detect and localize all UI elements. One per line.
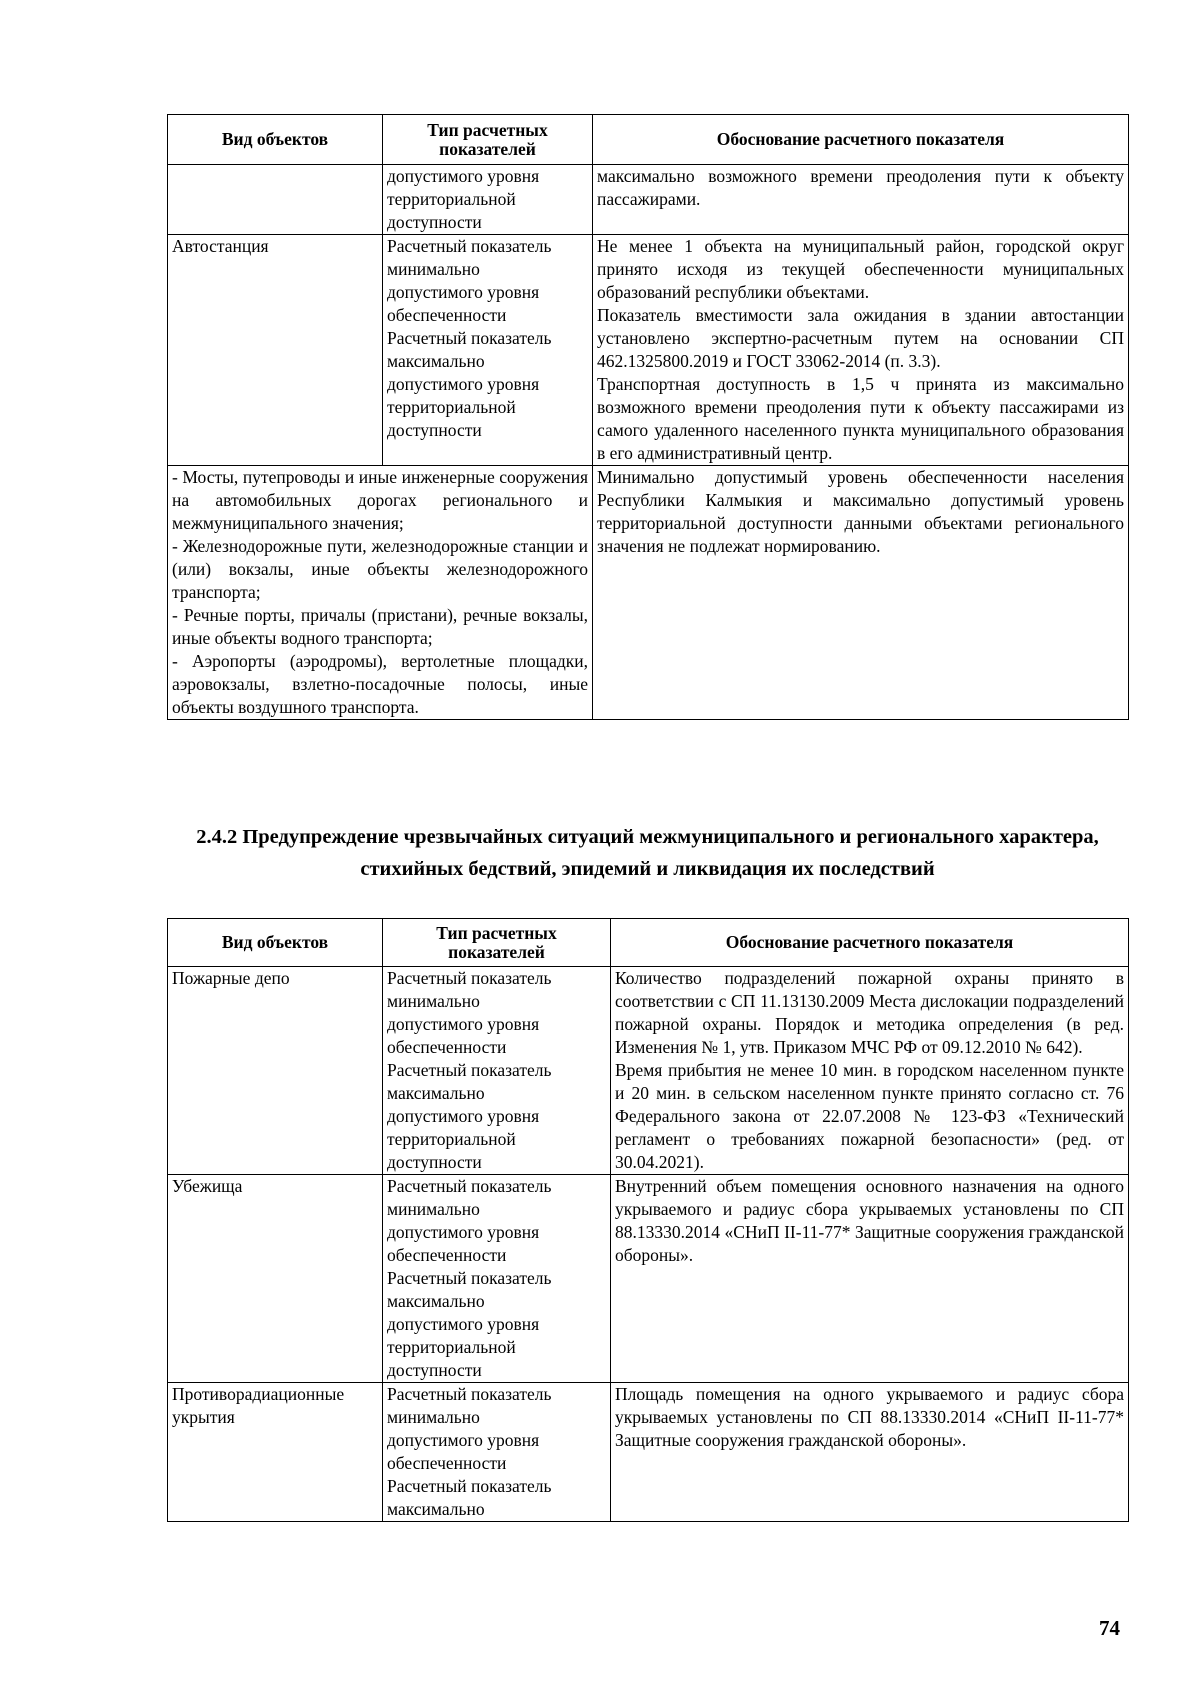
indicator-type-cell xyxy=(383,967,611,1175)
basis-cell: Внутренний объем помещения основного назначения на одного укрываемого и радиус сбора укрываемых установлены по СП 88.13330.2014 «СНиП II-11-77* Защитные сооружения гражданской обороны». xyxy=(611,1175,1129,1383)
indicator-line: доступности xyxy=(387,212,482,232)
table-row xyxy=(168,1383,1129,1522)
basis-paragraph: Количество подразделений пожарной охраны принято в соответствии с СП 11.13130.2009 Места дислокации подразделений пожарной охраны. Порядок и методика определения (в ред. Изменения № 1, утв. Приказом МЧС РФ от 09.12.2010 № 642). xyxy=(615,968,1124,1057)
indicator-line: территориальной xyxy=(387,1337,516,1357)
indicator-line: допустимого уровня xyxy=(387,1106,540,1126)
indicator-line: минимально xyxy=(387,1199,480,1219)
header-basis: Обоснование расчетного показателя xyxy=(611,919,1129,967)
indicator-line: максимально xyxy=(387,1083,485,1103)
indicator-type-cell xyxy=(383,165,593,235)
indicator-line: Расчетный показатель xyxy=(387,1176,552,1196)
indicator-line: допустимого уровня xyxy=(387,166,540,186)
basis-cell: Площадь помещения на одного укрываемого и радиус сбора укрываемых установлены по СП 88.13330.2014 «СНиП II-11-77* Защитные сооружения гражданской обороны». xyxy=(611,1383,1129,1522)
indicator-line: доступности xyxy=(387,420,482,440)
object-cell: Автостанция xyxy=(168,235,383,466)
basis-paragraph: Показатель вместимости зала ожидания в здании автостанции установлено экспертно-расчетным путем на основании СП 462.1325800.2019 и ГОСТ 33062-2014 (п. 3.3). xyxy=(597,305,1124,371)
indicator-line: обеспеченности xyxy=(387,305,507,325)
indicator-line: максимально xyxy=(387,1291,485,1311)
table-header-row xyxy=(168,919,1129,967)
indicator-line: Расчетный показатель xyxy=(387,328,552,348)
indicator-line: допустимого уровня xyxy=(387,282,540,302)
indicator-line: допустимого уровня xyxy=(387,374,540,394)
basis-cell: максимально возможного времени преодоления пути к объекту пассажирами. xyxy=(593,165,1129,235)
indicator-line: минимально xyxy=(387,991,480,1011)
page-number: 74 xyxy=(1099,1616,1120,1640)
indicator-line: Расчетный показатель xyxy=(387,236,552,256)
table-row xyxy=(168,165,1129,235)
object-cell: Противорадиационные укрытия xyxy=(168,1383,383,1522)
object-cell xyxy=(168,165,383,235)
object-list-item: - Аэропорты (аэродромы), вертолетные площадки, аэровокзалы, взлетно-посадочные полосы, иные объекты воздушного транспорта. xyxy=(172,651,588,717)
object-list-item: - Мосты, путепроводы и иные инженерные сооружения на автомобильных дорогах регионального и межмуниципального значения; xyxy=(172,467,588,533)
emergency-objects-table xyxy=(167,918,1129,1522)
indicator-line: территориальной xyxy=(387,397,516,417)
table-row xyxy=(168,967,1129,1175)
indicator-line: территориальной xyxy=(387,1129,516,1149)
indicator-line: минимально xyxy=(387,1407,480,1427)
indicator-line: обеспеченности xyxy=(387,1037,507,1057)
indicator-line: допустимого уровня xyxy=(387,1314,540,1334)
header-object-type: Вид объектов xyxy=(168,115,383,165)
section-heading: 2.4.2 Предупреждение чрезвычайных ситуаций межмуниципального и регионального характера, стихийных бедствий, эпидемий и ликвидация их последствий xyxy=(196,826,1099,880)
indicator-line: обеспеченности xyxy=(387,1453,507,1473)
object-list-cell xyxy=(168,466,593,720)
indicator-line: максимально xyxy=(387,1499,485,1519)
indicator-line: обеспеченности xyxy=(387,1245,507,1265)
indicator-line: максимально xyxy=(387,351,485,371)
indicator-line: допустимого уровня xyxy=(387,1222,540,1242)
basis-paragraph: Время прибытия не менее 10 мин. в городском населенном пункте и 20 мин. в сельском населенном пункте принято согласно ст. 76 Федерального закона от 22.07.2008 № 123-ФЗ «Технический регламент о требованиях пожарной безопасности» (ред. от 30.04.2021). xyxy=(615,1060,1124,1172)
object-cell: Убежища xyxy=(168,1175,383,1383)
indicator-line: Расчетный показатель xyxy=(387,1476,552,1496)
header-indicator-type: Тип расчетных показателей xyxy=(383,115,593,165)
indicator-line: Расчетный показатель xyxy=(387,1268,552,1288)
object-cell: Пожарные депо xyxy=(168,967,383,1175)
object-list-item: - Речные порты, причалы (пристани), речные вокзалы, иные объекты водного транспорта; xyxy=(172,605,588,648)
indicator-line: минимально xyxy=(387,259,480,279)
header-object-type: Вид объектов xyxy=(168,919,383,967)
basis-paragraph: Не менее 1 объекта на муниципальный район, городской округ принято исходя из текущей обеспеченности муниципальных образований республики объектами. xyxy=(597,236,1124,302)
header-indicator-type: Тип расчетных показателей xyxy=(383,919,611,967)
table-header-row xyxy=(168,115,1129,165)
basis-cell: Минимально допустимый уровень обеспеченности населения Республики Калмыкия и максимально допустимый уровень территориальной доступности данными объектами регионального значения не подлежат нормированию. xyxy=(593,466,1129,720)
indicator-line: доступности xyxy=(387,1360,482,1380)
table-row xyxy=(168,466,1129,720)
header-basis: Обоснование расчетного показателя xyxy=(593,115,1129,165)
basis-cell xyxy=(611,967,1129,1175)
indicator-line: допустимого уровня xyxy=(387,1430,540,1450)
indicator-line: Расчетный показатель xyxy=(387,1384,552,1404)
indicator-line: территориальной xyxy=(387,189,516,209)
indicator-type-cell xyxy=(383,235,593,466)
object-list-item: - Железнодорожные пути, железнодорожные станции и (или) вокзалы, иные объекты железнодорожного транспорта; xyxy=(172,536,588,602)
indicator-type-cell xyxy=(383,1383,611,1522)
basis-paragraph: Транспортная доступность в 1,5 ч принята из максимально возможного времени преодоления пути к объекту пассажирами из самого удаленного населенного пункта муниципального образования в его административный центр. xyxy=(597,374,1124,463)
table-row xyxy=(168,1175,1129,1383)
indicator-line: доступности xyxy=(387,1152,482,1172)
transport-objects-table xyxy=(167,114,1129,720)
basis-cell xyxy=(593,235,1129,466)
indicator-line: Расчетный показатель xyxy=(387,1060,552,1080)
indicator-line: Расчетный показатель xyxy=(387,968,552,988)
indicator-type-cell xyxy=(383,1175,611,1383)
table-row xyxy=(168,235,1129,466)
indicator-line: допустимого уровня xyxy=(387,1014,540,1034)
